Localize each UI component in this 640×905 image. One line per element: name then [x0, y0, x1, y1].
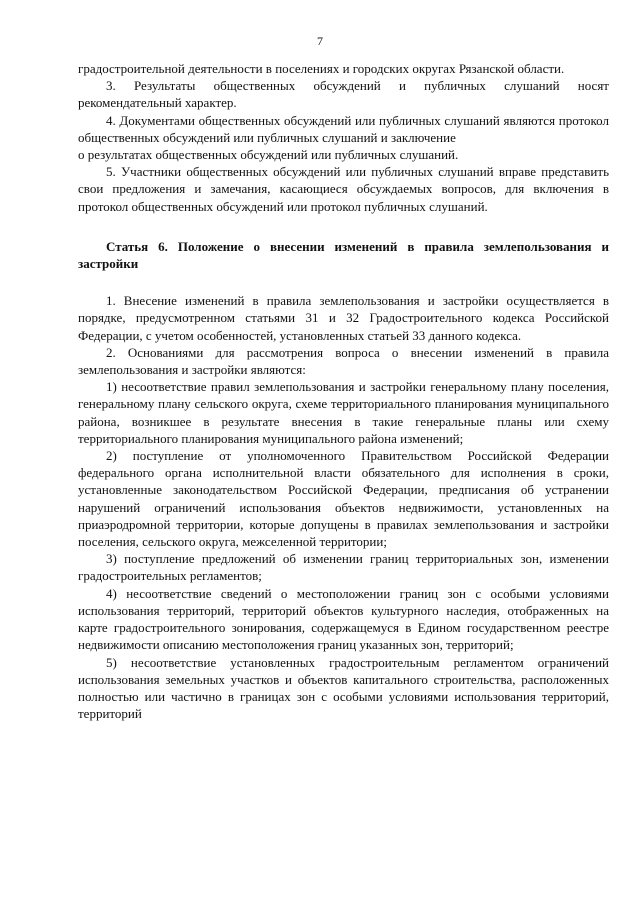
paragraph: 3. Результаты общественных обсуждений и публичных слушаний носят рекомендательный характер. [78, 78, 609, 111]
list-item: 3) поступление предложений об изменении границ территориальных зон, изменении градостроительных регламентов; [78, 551, 609, 584]
page-number: 7 [317, 34, 323, 48]
paragraph: 2. Основаниями для рассмотрения вопроса о внесении изменений в правила землепользования и застройки являются: [78, 344, 609, 378]
list-item: 4) несоответствие сведений о местоположении границ зон с особыми условиями использования территорий, территорий объектов культурного наследия, отображенных на карте градостроительного зонирования, содержащемуся в Едином государственном реестре недвижимости описанию местоположения границ указанных зон, территорий; [78, 585, 609, 653]
article-heading [78, 238, 609, 272]
paragraph: градостроительной деятельности в поселениях и городских округах Рязанской области. [78, 61, 565, 76]
paragraph: 1. Внесение изменений в правила землепользования и застройки осуществляется в порядке, предусмотренном статьями 31 и 32 Градостроительного кодекса Российской Федерации, с учетом особенностей, установленных статьей 33 данного кодекса. [78, 293, 609, 343]
list-item: 1) несоответствие правил землепользования и застройки генеральному плану поселения, генеральному плану сельского округа, схеме территориального планирования муниципального района, возникшее в результате внесения в такие генеральные планы или схему территориального планирования муниципального района изменений; [78, 379, 609, 446]
document-body [78, 60, 609, 722]
article-heading-text: Статья 6. Положение о внесении изменений в правила землепользования и застройки [78, 238, 609, 272]
paragraph: 4. Документами общественных обсуждений или публичных слушаний являются протокол общественных обсуждений или публичных слушаний и заключение [78, 112, 609, 145]
paragraph: о результатах общественных обсуждений или публичных слушаний. [78, 147, 459, 163]
list-item: 5) несоответствие установленных градостроительным регламентом ограничений использования земельных участков и объектов капитального строительства, расположенных полностью или частично в границах зон с особыми условиями использования территорий, территорий [78, 654, 609, 722]
list-item: 2) поступление от уполномоченного Правительством Российской Федерации федерального органа исполнительной власти обязательного для исполнения в сроки, установленные законодательством Российской Федерации, предписания об устранении нарушений ограничений использования объектов недвижимости, установленных на приаэродромной территории, которые допущены в правилах землепользования и застройки поселения, сельского округа, межселенной территории; [78, 448, 609, 550]
paragraph: 5. Участники общественных обсуждений или публичных слушаний вправе представить свои предложения и замечания, касающиеся обсуждаемых вопросов, для включения в протокол общественных обсуждений или протокол публичных слушаний. [78, 164, 609, 214]
